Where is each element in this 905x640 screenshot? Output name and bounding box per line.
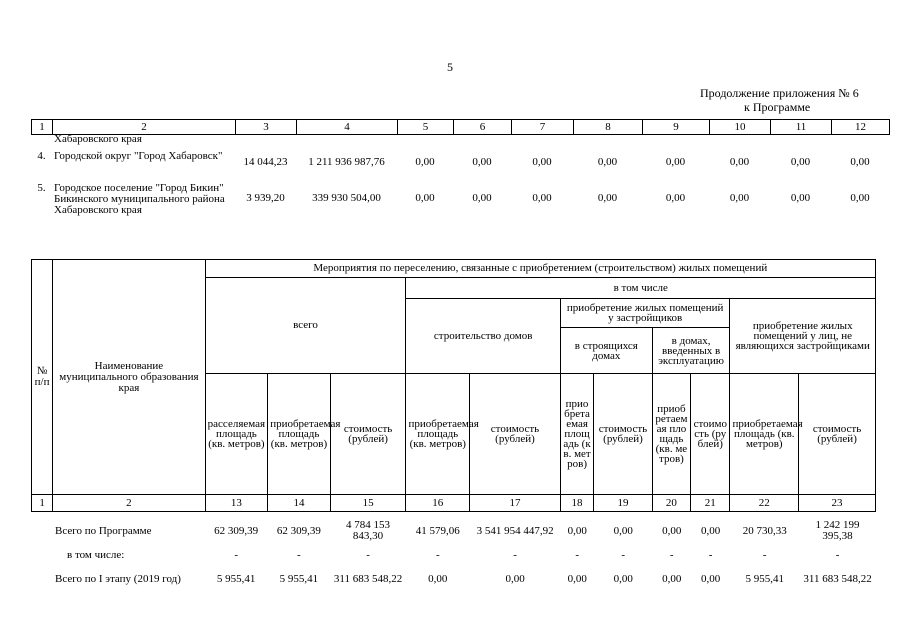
col-number: 1: [32, 495, 53, 512]
value-cell: -: [366, 548, 370, 561]
header-cell: 8: [574, 120, 643, 135]
col15-header: стоимость (рублей): [330, 374, 406, 495]
value-cell: 0,00: [567, 524, 587, 537]
table-row: [31, 564, 876, 594]
col-number: 17: [470, 495, 561, 512]
header-cell: 12: [832, 120, 890, 135]
table-row: [31, 148, 889, 180]
header-cell: 11: [771, 120, 832, 135]
col-number: 15: [330, 495, 406, 512]
row-label: в том числе:: [67, 548, 125, 561]
value-cell: 0,00: [790, 192, 811, 204]
col-number: 16: [406, 495, 470, 512]
col23-header: стоимость (рублей): [799, 374, 876, 495]
value-cell: 0,00: [613, 524, 633, 537]
value-cell: -: [435, 548, 440, 561]
value-cell: 5 955,41: [745, 572, 784, 585]
including-header: в том числе: [406, 278, 876, 299]
row-number: [31, 134, 52, 148]
continuation-note-line1: Продолжение приложения № 6: [700, 86, 859, 100]
col-number: 14: [268, 495, 331, 512]
header-cell: 4: [297, 120, 398, 135]
header-cell: 10: [710, 120, 771, 135]
header-cell: 3: [236, 120, 297, 135]
top-data-table: [31, 134, 889, 230]
col21-header: стоимость (рублей): [691, 374, 730, 495]
top-column-number-table: [31, 119, 890, 135]
value-cell: -: [513, 548, 517, 561]
header-cell: 1: [32, 120, 53, 135]
value-cell: -: [234, 548, 238, 561]
col16-header: приобретаемая площадь (кв. метров): [406, 374, 470, 495]
value-cell: 0,00: [567, 572, 587, 585]
col-number: 22: [730, 495, 799, 512]
table-row: [31, 516, 876, 546]
page-number: 5: [447, 60, 453, 74]
value-cell: 5 955,41: [216, 572, 256, 585]
value-cell: 0,00: [428, 572, 448, 585]
table-row: [31, 180, 889, 230]
value-cell: 0,00: [665, 156, 686, 168]
value-cell: 0,00: [850, 192, 870, 204]
value-cell: 20 730,33: [742, 524, 787, 537]
col17-header: стоимость (рублей): [470, 374, 561, 495]
value-cell: 0,00: [532, 156, 552, 168]
header-num-cell: [32, 260, 53, 495]
value-cell: 0,00: [472, 192, 492, 204]
header-cell: 9: [643, 120, 710, 135]
header-cell: 2: [53, 120, 236, 135]
empty-cell: [235, 134, 889, 148]
value-cell: 41 579,06: [415, 524, 460, 537]
value-cell: 5 955,41: [279, 572, 319, 585]
row-label: Всего по I этапу (2019 год): [55, 572, 181, 585]
value-cell: 0,00: [701, 572, 721, 585]
value-cell: 0,00: [729, 156, 750, 168]
num-label: № п/п: [34, 365, 50, 388]
municipality-name: Хабаровского края: [54, 133, 142, 145]
header-cell: 5: [398, 120, 454, 135]
column-numbers-row: [32, 495, 876, 512]
value-cell: 0,00: [701, 524, 721, 537]
col19-header: стоимость (рублей): [594, 374, 653, 495]
col13-header: расселяемая площадь (кв. метров): [205, 374, 268, 495]
continuation-note-line2: к Программе: [744, 100, 811, 114]
col-number: 18: [560, 495, 593, 512]
value-cell: 3 939,20: [246, 192, 285, 204]
municipality-name: Городской округ "Город Хабаровск": [54, 150, 223, 162]
col18-header: приобретаемая площадь (кв. метров): [560, 374, 593, 495]
value-cell: 0,00: [662, 524, 682, 537]
value-cell: 311 683 548,22: [333, 572, 403, 585]
value-cell: 3 541 954 447,92: [476, 524, 554, 537]
col-number: 13: [205, 495, 268, 512]
col-number: 21: [691, 495, 730, 512]
value-cell: 4 784 153 843,30: [346, 519, 391, 542]
value-cell: 0,00: [472, 156, 492, 168]
col-number: 20: [652, 495, 690, 512]
municipality-name: Городское поселение "Город Бикин" Бикинского муниципального района Хабаровского края: [54, 182, 225, 216]
value-cell: -: [762, 548, 767, 561]
top-header-row: [32, 120, 890, 135]
header-cell: 7: [512, 120, 574, 135]
main-header-table: [31, 259, 876, 512]
value-cell: 62 309,39: [214, 524, 259, 537]
value-cell: 0,00: [665, 192, 686, 204]
row-label: Всего по Программе: [55, 524, 152, 537]
row-number: 5.: [37, 182, 46, 194]
name-label: Наименование муниципального образования края: [59, 359, 199, 394]
others-header: приобретение жилых помещений у лиц, не являющихся застройщиками: [730, 299, 876, 374]
value-cell: 0,00: [597, 156, 618, 168]
construction-header: строительство домов: [406, 299, 560, 374]
value-cell: -: [835, 548, 840, 561]
value-cell: 1 211 936 987,76: [308, 156, 385, 168]
total-header: всего: [205, 278, 406, 374]
header-name-cell: [53, 260, 205, 495]
value-cell: 0,00: [662, 572, 682, 585]
value-cell: -: [296, 548, 301, 561]
value-cell: -: [575, 548, 580, 561]
value-cell: 0,00: [613, 572, 633, 585]
value-cell: 0,00: [532, 192, 552, 204]
group-title: Мероприятия по переселению, связанные с приобретением (строительством) жилых помещений: [205, 260, 875, 278]
table-row: [31, 134, 889, 148]
header-cell: 6: [454, 120, 512, 135]
value-cell: 14 044,23: [243, 156, 288, 168]
col-number: 2: [53, 495, 205, 512]
col-number: 23: [799, 495, 876, 512]
table-row: [31, 546, 876, 564]
value-cell: 0,00: [790, 156, 811, 168]
developers-header: приобретение жилых помещений у застройщиков: [560, 299, 730, 328]
col22-header: приобретаемая площадь (кв. метров): [730, 374, 799, 495]
col20-header: приобретаемая площадь (кв. метров): [652, 374, 690, 495]
value-cell: 0,00: [415, 192, 435, 204]
value-cell: 0,00: [415, 156, 435, 168]
row-number: 4.: [37, 150, 46, 162]
value-cell: 339 930 504,00: [312, 192, 381, 204]
value-cell: -: [621, 548, 626, 561]
under-construction-header: в строящихся домах: [560, 328, 652, 374]
value-cell: 0,00: [597, 192, 618, 204]
value-cell: 311 683 548,22: [803, 572, 872, 585]
value-cell: 0,00: [729, 192, 750, 204]
value-cell: 0,00: [850, 156, 870, 168]
col-number: 19: [594, 495, 653, 512]
commissioned-header: в домах, введенных в эксплуатацию: [652, 328, 730, 374]
value-cell: 0,00: [505, 572, 525, 585]
value-cell: -: [708, 548, 713, 561]
value-cell: -: [669, 548, 674, 561]
col14-header: приобретаемая площадь (кв. метров): [268, 374, 331, 495]
totals-table: [31, 516, 876, 594]
value-cell: 1 242 199 395,38: [815, 519, 860, 542]
value-cell: 62 309,39: [276, 524, 321, 537]
